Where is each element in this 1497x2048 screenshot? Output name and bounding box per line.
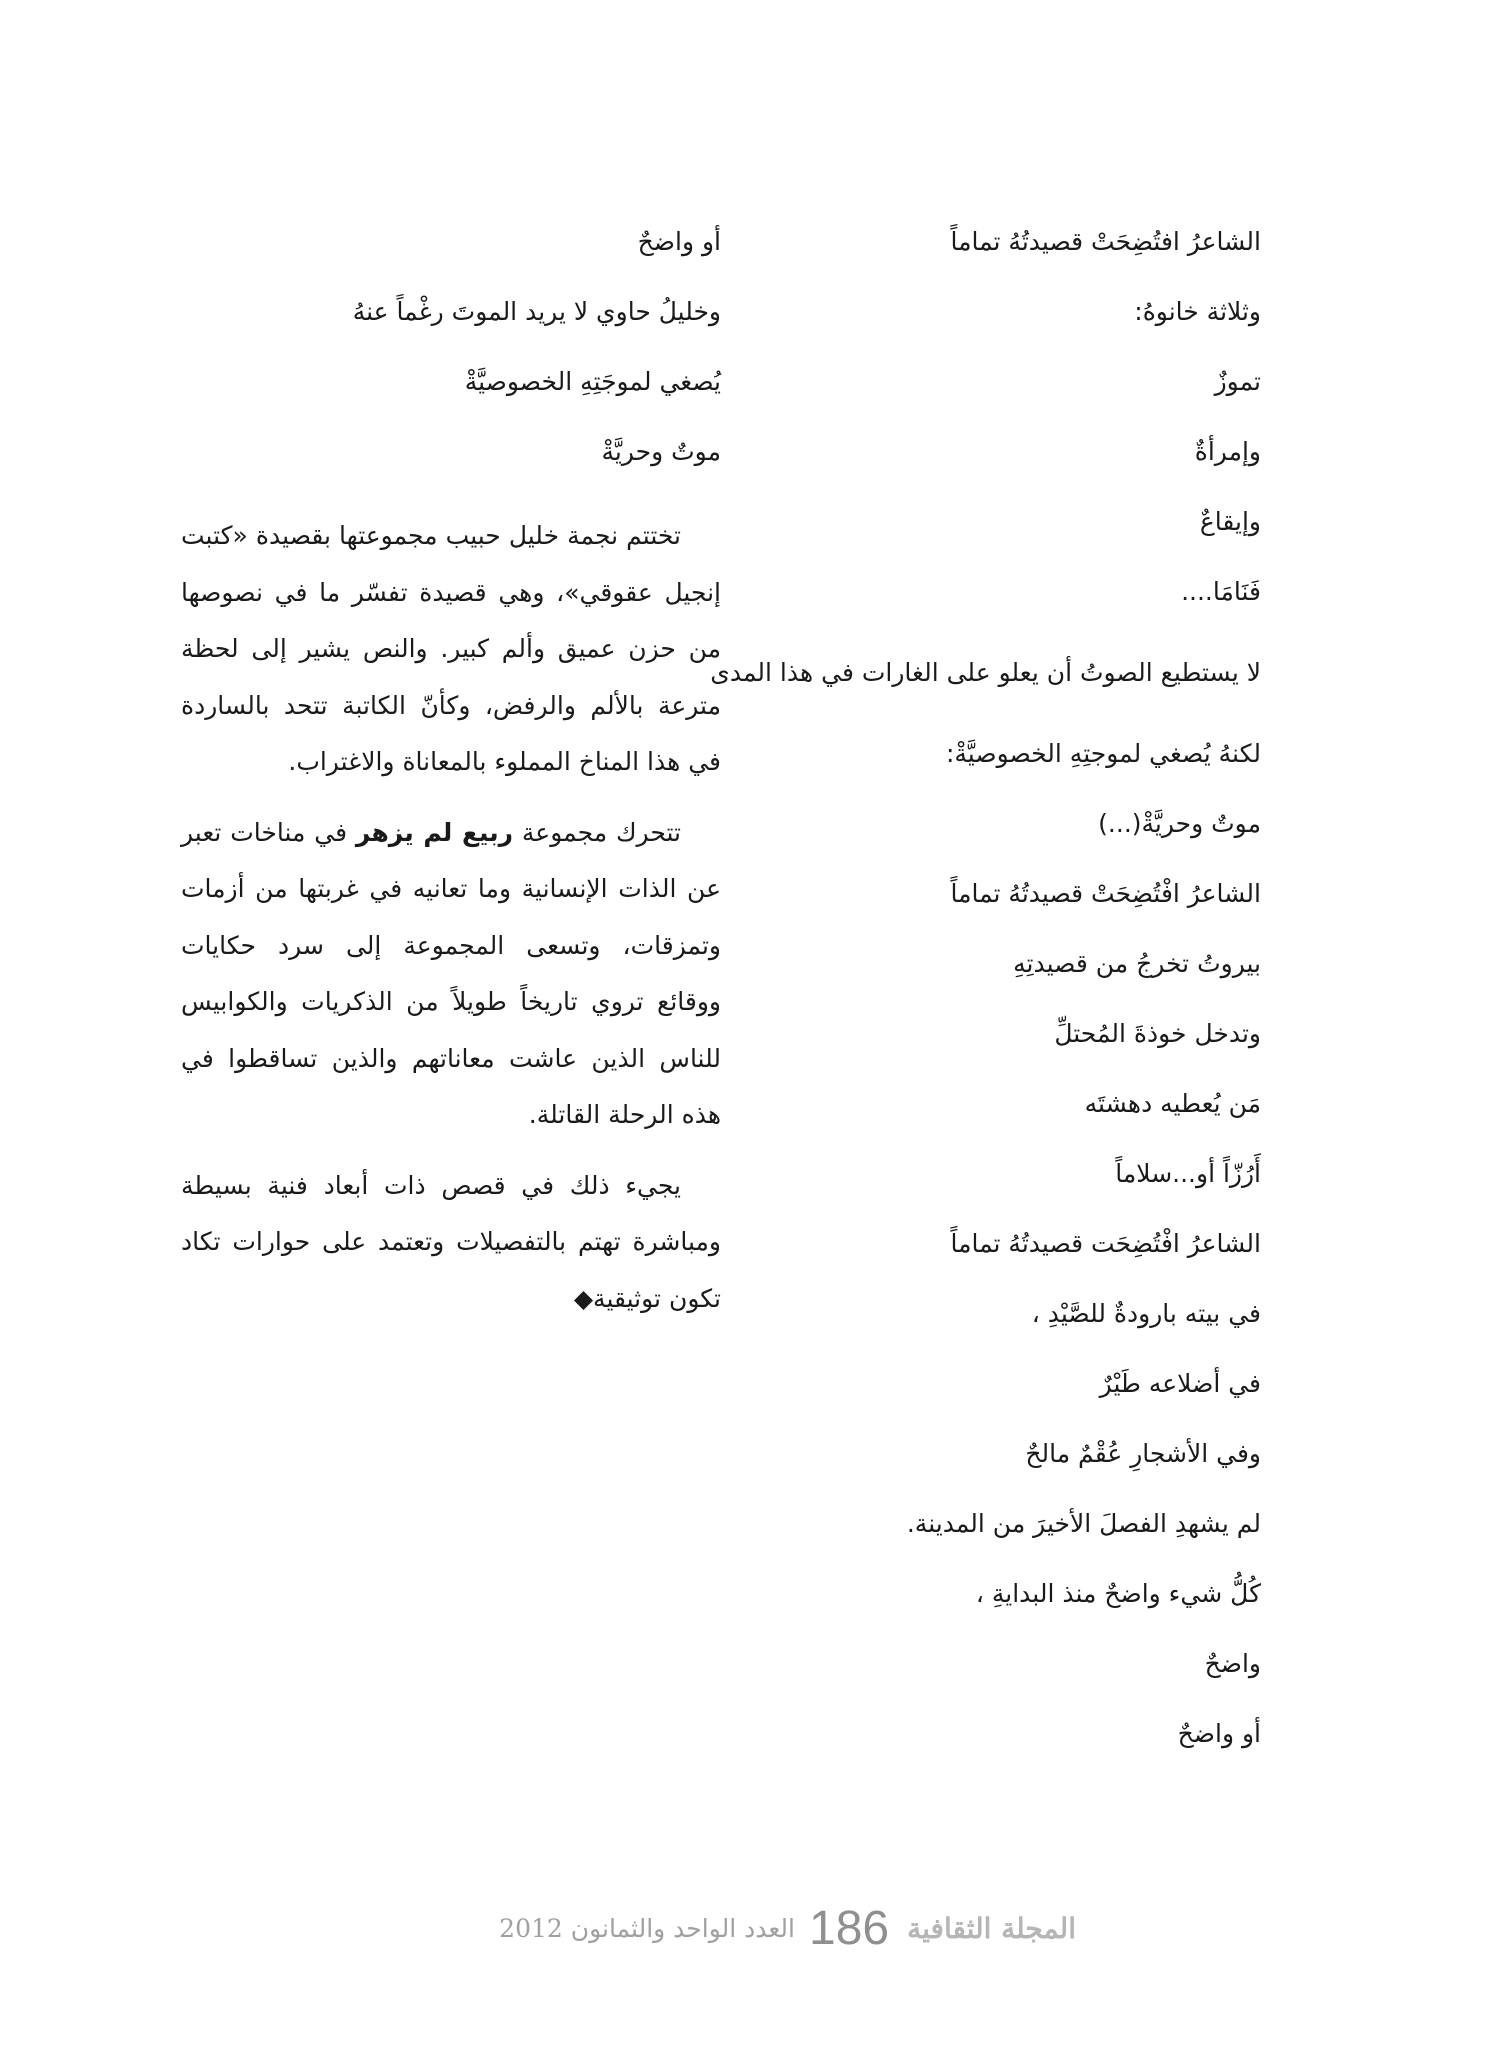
paragraph-closing-story bbox=[181, 508, 721, 791]
verse-line: في بيته بارودةٌ للصَّيْدِ ، bbox=[1031, 1299, 1261, 1328]
issue-label: العدد الواحد والثمانون 2012 bbox=[499, 1913, 795, 1943]
verse-line: في أضلاعه طَيْرٌ bbox=[1099, 1369, 1261, 1398]
verse-line: أو واضحٌ bbox=[637, 227, 721, 256]
verse-line: لا يستطيع الصوتُ أن يعلو على الغارات في هذا المدى bbox=[710, 658, 1261, 687]
verse-line: الشاعرُ افتُضِحَتْ قصيدتُهُ تماماً bbox=[950, 227, 1261, 256]
verse-line: وثلاثة خانوهُ: bbox=[1134, 297, 1261, 326]
verse-line: الشاعرُ افْتُضِحَت قصيدتُهُ تماماً bbox=[950, 1229, 1261, 1258]
paragraph-text-start: تتحرك مجموعة bbox=[513, 817, 681, 847]
paragraph-style-note bbox=[181, 1158, 721, 1328]
collection-title: ربيع لم يزهر bbox=[355, 817, 514, 847]
verse-line: وتدخل خوذةَ المُحتلِّ bbox=[1054, 1019, 1261, 1048]
verse-line: بيروتُ تخرجُ من قصيدتِهِ bbox=[1013, 949, 1261, 978]
magazine-name: المجلة الثقافية bbox=[907, 1911, 1076, 1945]
verse-line: لم يشهدِ الفصلَ الأخيرَ من المدينة. bbox=[906, 1509, 1261, 1538]
poem-column-right bbox=[701, 224, 1261, 1786]
verse-line: وفي الأشجارِ عُقْمٌ مالحٌ bbox=[1025, 1439, 1261, 1468]
paragraph-text: يجيء ذلك في قصص ذات أبعاد فنية بسيطة ومباشرة تهتم بالتفصيلات وتعتمد على حوارات تكاد تكون توثيقية◆ bbox=[181, 1170, 721, 1313]
verse-line: لكنهُ يُصغي لموجتِهِ الخصوصيَّةْ: bbox=[945, 739, 1261, 768]
verse-line: أَرُزّاً أو...سلاماً bbox=[1115, 1159, 1261, 1188]
verse-line: تموزٌ bbox=[1214, 367, 1261, 396]
verse-line: الشاعرُ افْتُضِحَتْ قصيدتُهُ تماماً bbox=[950, 879, 1261, 908]
paragraph-collection-summary bbox=[181, 805, 721, 1144]
verse-line: مَن يُعطيه دهشتَه bbox=[1084, 1089, 1261, 1118]
verse-line: يُصغي لموجَتِهِ الخصوصيَّةْ bbox=[464, 367, 721, 396]
paragraph-text: تختتم نجمة خليل حبيب مجموعتها بقصيدة «كتبت إنجيل عقوقي»، وهي قصيدة تفسّر ما في نصوصها من حزن عميق وألم كبير. والنص يشير إلى لحظة مترعة بالألم والرفض، وكأنّ الكاتبة تتحد بالساردة في هذا المناخ المملوء بالمعاناة والاغتراب. bbox=[181, 521, 721, 776]
page-footer bbox=[436, 1898, 1076, 1958]
verse-line: فَنَامَا.... bbox=[1181, 577, 1261, 606]
verse-line: واضحٌ bbox=[1204, 1649, 1261, 1678]
verse-line: وخليلُ حاوي لا يريد الموتَ رغْماً عنهُ bbox=[352, 297, 721, 326]
verse-line: وإمرأةٌ bbox=[1194, 437, 1261, 466]
paragraph-text-end: في مناخات تعبر عن الذات الإنسانية وما تعانيه في غربتها من أزمات وتمزقات، وتسعى المجموعة إلى سرد حكايات ووقائع تروي تاريخاً طويلاً من الذكريات والكوابيس للناس الذين عاشت معاناتهم والذين تساقطوا في هذه الرحلة القاتلة. bbox=[181, 817, 721, 1129]
verse-line: أو واضحٌ bbox=[1177, 1719, 1261, 1748]
verse-line: كُلُّ شيء واضحٌ منذ البدايةِ ، bbox=[975, 1579, 1261, 1608]
page-number: 186 bbox=[809, 1901, 890, 1955]
verse-line: موتٌ وحريَّةْ bbox=[601, 437, 721, 466]
verse-line: موتٌ وحريَّةْ(...) bbox=[1098, 809, 1261, 838]
article-column-left bbox=[181, 224, 721, 1341]
verse-line: وإيقاعٌ bbox=[1199, 507, 1261, 536]
